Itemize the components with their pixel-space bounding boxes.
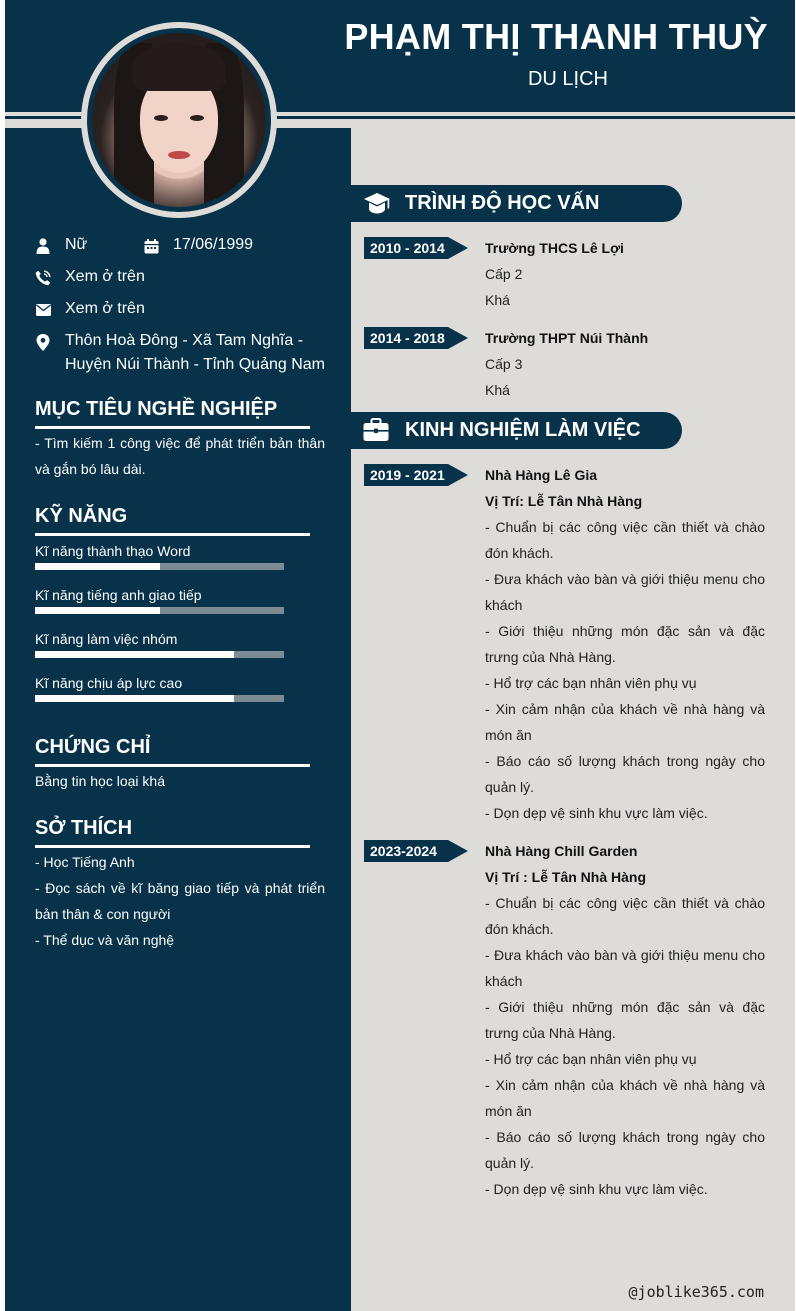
school-grade: Khá	[485, 382, 510, 398]
hobby-item: - Đọc sách về kĩ băng giao tiếp và phát triển bản thân & con người	[35, 880, 325, 922]
duty-item: - Hổ trợ các bạn nhân viên phụ vụ	[485, 675, 697, 691]
certificates-rule	[35, 764, 310, 767]
duty-item: - Giới thiệu những món đặc sản và đặc trưng của Nhà Hàng.	[485, 623, 765, 665]
hobby-item: - Thể dục và văn nghệ	[35, 932, 175, 948]
skill-bar	[35, 607, 284, 614]
education-period-badge	[364, 237, 468, 259]
address-value: Thôn Hoà Đông - Xã Tam Nghĩa - Huyện Núi Thành - Tỉnh Quảng Nam	[65, 332, 325, 373]
experience-period-badge	[364, 464, 468, 486]
birthday-value: 17/06/1999	[173, 236, 254, 253]
calendar-icon	[143, 238, 159, 254]
skill-bar-fill	[35, 607, 160, 614]
email-row	[35, 300, 145, 321]
school-name: Trường THCS Lê Lợi	[485, 240, 624, 256]
footer-watermark: @joblike365.com	[628, 1283, 764, 1301]
graduation-cap-icon	[363, 191, 391, 222]
birthday-row	[143, 236, 253, 257]
school-level: Cấp 3	[485, 356, 523, 372]
hobbies-list	[35, 849, 325, 953]
experience-period-badge	[364, 840, 468, 862]
school-grade: Khá	[485, 292, 510, 308]
education-entry	[485, 235, 765, 313]
skill-bar-fill	[35, 695, 234, 702]
person-icon	[35, 238, 51, 254]
experience-entry	[485, 462, 765, 826]
objective-rule	[35, 426, 310, 429]
phone-row	[35, 268, 145, 289]
skills-rule	[35, 533, 310, 536]
hobbies-rule	[35, 845, 310, 848]
location-pin-icon	[35, 334, 51, 350]
experience-entry	[485, 838, 765, 1202]
duty-item: - Hổ trợ các bạn nhân viên phụ vụ	[485, 1051, 697, 1067]
duty-item: - Giới thiệu những món đặc sản và đặc trưng của Nhà Hàng.	[485, 999, 765, 1041]
skill-bar-fill	[35, 651, 234, 658]
skill-bar	[35, 563, 284, 570]
envelope-icon	[35, 302, 51, 318]
education-header	[351, 185, 682, 222]
job-role: Vị Trí : Lễ Tân Nhà Hàng	[485, 869, 647, 885]
email-value: Xem ở trên	[65, 300, 145, 317]
duty-item: - Xin cảm nhận của khách về nhà hàng và món ăn	[485, 701, 765, 743]
candidate-position: DU LỊCH	[527, 68, 608, 90]
skills-title: KỸ NĂNG	[35, 505, 128, 527]
duty-item: - Đưa khách vào bàn và giới thiệu menu cho khách	[485, 571, 765, 613]
briefcase-icon	[363, 418, 389, 447]
company-name: Nhà Hàng Lê Gia	[485, 467, 598, 483]
experience-period: 2023-2024	[370, 843, 437, 859]
school-level: Cấp 2	[485, 266, 523, 282]
certificates-title: CHỨNG CHỈ	[35, 736, 151, 758]
skill-bar	[35, 695, 284, 702]
education-period-badge	[364, 327, 468, 349]
experience-title: KINH NGHIỆM LÀM VIỆC	[405, 419, 641, 441]
job-role: Vị Trí: Lễ Tân Nhà Hàng	[485, 493, 643, 509]
phone-value: Xem ở trên	[65, 268, 145, 285]
gender-value: Nữ	[65, 236, 88, 253]
skill-label: Kĩ năng làm việc nhóm	[35, 631, 178, 647]
skill-label: Kĩ năng thành thạo Word	[35, 543, 191, 559]
education-title: TRÌNH ĐỘ HỌC VẤN	[405, 192, 600, 214]
avatar	[92, 33, 266, 207]
certificates-text: Bằng tin học loại khá	[35, 773, 165, 789]
duty-item: - Dọn dẹp vệ sinh khu vực làm việc.	[485, 1181, 708, 1197]
experience-period: 2019 - 2021	[370, 467, 445, 483]
skill-bar-fill	[35, 563, 160, 570]
address-row	[35, 332, 335, 377]
hobbies-title: SỞ THÍCH	[35, 817, 133, 839]
experience-header	[351, 412, 682, 449]
objective-title: MỤC TIÊU NGHỀ NGHIỆP	[35, 398, 278, 420]
duty-item: - Báo cáo số lượng khách trong ngày cho quản lý.	[485, 1129, 765, 1171]
objective-text: - Tìm kiếm 1 công việc để phát triển bản thân và gắn bó lâu dài.	[35, 435, 325, 477]
education-period: 2014 - 2018	[370, 330, 445, 346]
education-entry	[485, 325, 765, 403]
duty-item: - Chuẩn bị các công việc cần thiết và chào đón khách.	[485, 895, 765, 937]
candidate-name: PHẠM THỊ THANH THUỲ	[344, 16, 768, 57]
duty-item: - Xin cảm nhận của khách về nhà hàng và món ăn	[485, 1077, 765, 1119]
duty-item: - Đưa khách vào bàn và giới thiệu menu cho khách	[485, 947, 765, 989]
skill-bar	[35, 651, 284, 658]
gender-row	[35, 236, 87, 257]
skill-label: Kĩ năng chịu áp lực cao	[35, 675, 183, 691]
duty-item: - Báo cáo số lượng khách trong ngày cho quản lý.	[485, 753, 765, 795]
education-period: 2010 - 2014	[370, 240, 445, 256]
duty-item: - Dọn dẹp vệ sinh khu vực làm việc.	[485, 805, 708, 821]
hobby-item: - Học Tiếng Anh	[35, 854, 135, 870]
skill-label: Kĩ năng tiếng anh giao tiếp	[35, 587, 202, 603]
company-name: Nhà Hàng Chill Garden	[485, 843, 638, 859]
phone-icon	[35, 270, 51, 286]
duty-item: - Chuẩn bị các công việc cần thiết và chào đón khách.	[485, 519, 765, 561]
school-name: Trường THPT Núi Thành	[485, 330, 649, 346]
